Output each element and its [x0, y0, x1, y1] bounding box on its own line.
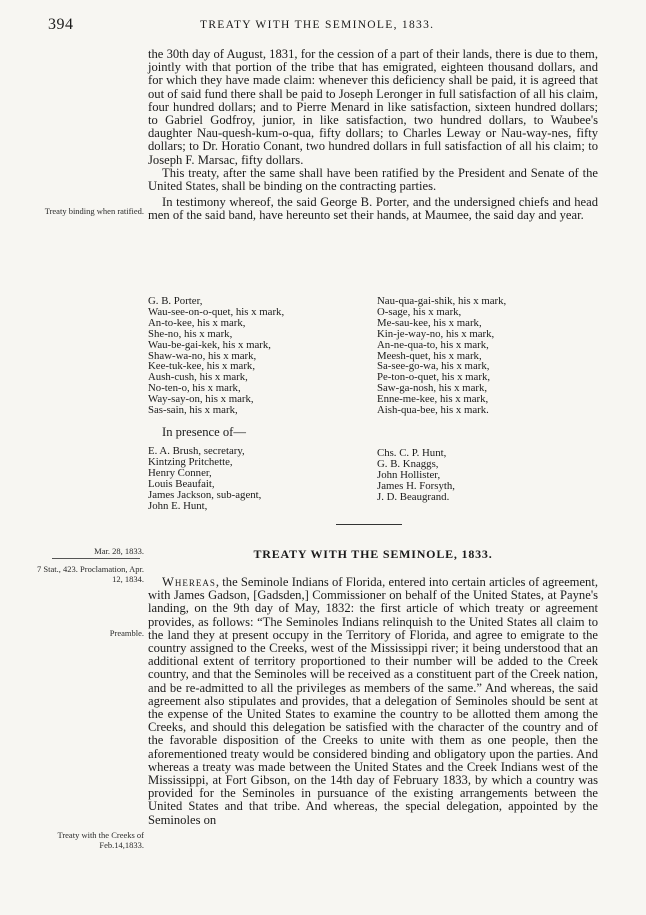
signature-line: An-to-kee, his x mark,	[148, 316, 246, 329]
witness-line: Louis Beaufait,	[148, 477, 215, 490]
margin-note-date: Mar. 28, 1833.	[94, 546, 144, 556]
signature-line: Saw-ga-nosh, his x mark,	[377, 382, 488, 395]
margin-note-preamble: Preamble.	[109, 628, 144, 638]
witness-line: J. D. Beaugrand.	[377, 490, 450, 503]
page-header	[48, 16, 608, 36]
signature-line: G. B. Porter,	[148, 295, 203, 307]
signature-line: Kin-je-way-no, his x mark,	[377, 327, 495, 340]
page-number: 394	[48, 16, 74, 33]
section-divider	[336, 524, 402, 525]
paragraph-binding: This treaty, after the same shall have been ratified by the President and Senate of the United States, shall be binding on the contracting parties.	[148, 165, 598, 194]
witnesses-left-column	[148, 446, 261, 511]
margin-note-citation: 7 Stat., 423. Proclamation, Apr. 12, 1834.	[37, 564, 144, 584]
signature-line: Wau-see-on-o-quet, his x mark,	[148, 305, 285, 318]
paragraph-claims: the 30th day of August, 1831, for the cession of a part of their lands, there is due to them, jointly with that portion of the tribe that has emigrated, eighteen thousand dollars, and for which they have made claim: whenever this deficiency shall be paid, it is agreed that out of said fund there shall be paid to Joseph Leronger in full satisfaction of all his claim, four hundred dollars; and to Pierre Menard in like satisfaction, sixteen hundred dollars; to Gabriel Godfroy, junior, in like satisfaction, two hundred dollars, to Waubee's daughter Nau-quesh-kum-o-qua, fifty dollars; to Charles Leway or Nau-way-nes, fifty dollars; to Dr. Horatio Conant, two hundred dollars in full satisfaction of all his claim; to Joseph F. Marsac, fifty dollars.	[148, 47, 598, 167]
witness-line: John Hollister,	[377, 468, 441, 481]
signature-line: Wau-be-gai-kek, his x mark,	[148, 338, 271, 351]
signature-line: Meesh-quet, his x mark,	[377, 349, 482, 362]
signature-line: Enne-me-kee, his x mark,	[377, 393, 489, 406]
witness-line: Kintzing Pritchette,	[148, 455, 233, 468]
witness-line: Henry Conner,	[148, 466, 212, 479]
presence-heading: In presence of—	[162, 425, 246, 439]
signature-line: Pe-ton-o-quet, his x mark,	[377, 371, 491, 384]
signature-line: Shaw-wa-no, his x mark,	[148, 349, 257, 362]
signature-line: Kee-tuk-kee, his x mark,	[148, 360, 256, 373]
signatures-left-column	[148, 296, 284, 416]
signature-line: O-sage, his x mark,	[377, 305, 462, 318]
witness-line: Chs. C. P. Hunt,	[377, 447, 447, 459]
signatures-right-column	[377, 296, 506, 416]
running-head: TREATY WITH THE SEMINOLE, 1833.	[200, 19, 435, 31]
opening-word: Whereas	[162, 575, 216, 589]
signature-line: Sa-see-go-wa, his x mark,	[377, 360, 490, 373]
margin-rule	[52, 558, 140, 559]
treaty-title: TREATY WITH THE SEMINOLE, 1833.	[253, 547, 493, 561]
margin-note-treaty-binding: Treaty binding when ratified.	[44, 206, 144, 216]
signature-line: No-ten-o, his x mark,	[148, 382, 241, 395]
signatures-block	[148, 296, 608, 420]
witnesses-right-column	[377, 448, 455, 503]
signature-line: Way-say-on, his x mark,	[148, 393, 254, 406]
witness-line: James Jackson, sub-agent,	[148, 488, 262, 501]
signature-line: She-no, his x mark,	[148, 327, 233, 340]
signature-line: Sas-sain, his x mark,	[148, 404, 238, 417]
signature-line: Nau-qua-gai-shik, his x mark,	[377, 295, 507, 307]
paragraph-testimony: In testimony whereof, the said George B. Porter, and the undersigned chiefs and head men of the said band, have hereunto set their hands, at Maumee, the said day and year.	[148, 195, 598, 223]
signature-line: Aish-qua-bee, his x mark.	[377, 404, 489, 417]
treaty-body: , the Seminole Indians of Florida, entered into certain articles of agreement, with James Gadson, [Gadsden,] Commissioner on behalf of the United States, at Payne's landing, on the 9th day of May, 1832: the first article of which treaty or agreement provides, as follows: “The Seminoles Indians relinquish to the United States all claim to the land they at present occupy in the Territory of Florida, and agree to emigrate to the country assigned to the Creeks, west of the Mississippi river; it being understood that an additional extent of territory proportioned to their number will be added to the Creek country, and that the Seminoles will be received as a constituent part of the Creek nation, and be re-admitted to all the privileges as members of the same.” And whereas, the said agreement also stipulates and provides, that a delegation of Seminoles should be sent at the expense of the United States to examine the country to be allotted them among the Creeks, and should this delegation be satisfied with the character of the country and of the favorable disposition of the Creeks to unite with them as one people, then the aforementioned treaty would be considered binding and obligatory upon the parties. And whereas a treaty was made between the United States and the Creek Indians west of the Mississippi, at Fort Gibson, on the 14th day of February 1833, by which a country was provided for the Seminoles in pursuance of the existing arrangements between the United States and that tribe. And whereas, the special delegation, appointed by the Seminoles on	[148, 575, 598, 827]
signature-line: Aush-cush, his x mark,	[148, 371, 248, 384]
witness-line: James H. Forsyth,	[377, 479, 455, 492]
margin-note-creeks-treaty: Treaty with the Creeks of Feb.14,1833.	[57, 830, 144, 850]
continuation-text	[148, 48, 598, 223]
signature-line: An-ne-qua-to, his x mark,	[377, 338, 489, 351]
paragraph-whereas	[148, 576, 598, 827]
witnesses-block	[148, 446, 608, 516]
witness-line: E. A. Brush, secretary,	[148, 445, 245, 457]
witness-line: John E. Hunt,	[148, 499, 208, 512]
treaty-preamble-text	[148, 576, 598, 827]
signature-line: Me-sau-kee, his x mark,	[377, 316, 482, 329]
witness-line: G. B. Knaggs,	[377, 457, 439, 470]
